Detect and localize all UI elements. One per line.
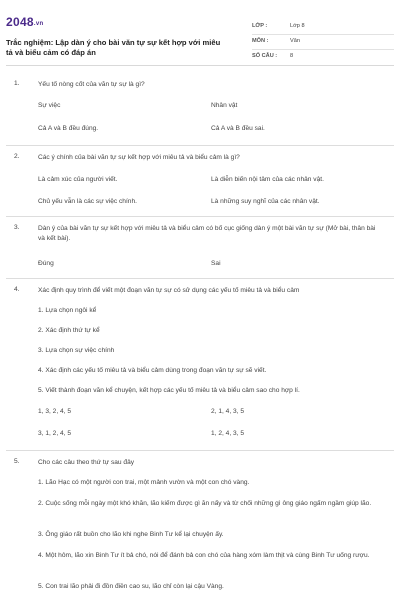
page-title: Trắc nghiệm: Lập dàn ý cho bài văn tự sự kết hợp với miêu tả và biểu cảm có đáp án [6, 38, 221, 57]
step-item: 1. Lựa chọn ngôi kể [38, 307, 97, 314]
answer-option-d[interactable]: 1, 2, 4, 3, 5 [211, 430, 244, 437]
question-divider [6, 145, 394, 146]
answer-option-c[interactable]: Chủ yếu vẫn là các sự việc chính. [38, 198, 137, 205]
question-text: Cho các câu theo thứ tự sau đây [38, 459, 135, 466]
question-text: Yếu tố nòng cốt của văn tự sự là gì? [38, 81, 145, 88]
question-header [6, 458, 394, 470]
question-header [6, 80, 394, 92]
question-number: 1. [14, 80, 20, 87]
answer-option-b[interactable]: Sai [211, 260, 221, 267]
meta-label: LỚP : [252, 23, 268, 29]
question-text: Xác định quy trình để viết một đoạn văn tự sự có sử dụng các yếu tố miêu tả và biểu cảm [38, 287, 300, 294]
meta-row-subject [252, 35, 394, 50]
meta-table [252, 20, 394, 65]
question-text: Các ý chính của bài văn tự sự kết hợp với miêu tả và biểu cảm là gì? [38, 154, 240, 161]
meta-row-count [252, 50, 394, 65]
meta-label: SỐ CÂU : [252, 53, 278, 59]
site-logo[interactable] [6, 15, 43, 29]
logo-suffix: .vn [33, 21, 44, 27]
question-text: Dàn ý của bài văn tự sự kết hợp với miêu tả và biểu cảm có bố cục giống dàn ý một bài văn tự sự (Mở bài, thân bài và kết bài). [38, 225, 376, 242]
question-header [6, 224, 394, 242]
sentence-item: 3. Ông giáo rất buồn cho lão khi nghe Binh Tư kể lại chuyện ấy. [38, 531, 224, 538]
answer-option-a[interactable]: Đúng [38, 260, 54, 267]
answer-option-d[interactable]: Là những suy nghĩ của các nhân vật. [211, 198, 320, 205]
meta-row-class [252, 20, 394, 35]
question-4 [6, 286, 394, 437]
sentence-item: 5. Con trai lão phải đi đồn điền cao su, lão chỉ còn lại cậu Vàng. [38, 583, 224, 590]
answer-option-a[interactable]: Là cảm xúc của người viết. [38, 176, 118, 183]
question-2 [6, 153, 394, 205]
answer-option-b[interactable]: 2, 1, 4, 3, 5 [211, 408, 244, 415]
answer-option-c[interactable]: 3, 1, 2, 4, 5 [38, 430, 71, 437]
question-number: 4. [14, 286, 20, 293]
question-number: 3. [14, 224, 20, 231]
meta-label: MÔN : [252, 38, 269, 44]
meta-value: Văn [290, 38, 300, 44]
step-item: 3. Lựa chọn sự việc chính [38, 347, 115, 354]
answer-option-b[interactable]: Là diễn biến nội tâm của các nhân vật. [211, 176, 324, 183]
sentence-item: 4. Một hôm, lão xin Binh Tư ít bả chó, nói để đánh bả con chó của hàng xóm làm thịt và cùng Binh Tư uống rượu. [38, 552, 370, 559]
question-header [6, 286, 394, 298]
meta-value: 8 [290, 53, 294, 59]
answer-option-a[interactable]: 1, 3, 2, 4, 5 [38, 408, 71, 415]
question-divider [6, 450, 394, 451]
answer-option-d[interactable]: Cả A và B đều sai. [211, 125, 265, 132]
answer-option-a[interactable]: Sự việc [38, 102, 61, 109]
sentence-item: 2. Cuộc sống mỗi ngày một khó khăn, lão kiếm được gì ăn nấy và từ chối những gì ông giáo ngấm ngầm giúp lão. [38, 500, 372, 507]
document-header [6, 8, 394, 66]
question-number: 2. [14, 153, 20, 160]
answer-option-c[interactable]: Cả A và B đều đúng. [38, 125, 99, 132]
question-3 [6, 224, 394, 267]
step-item: 4. Xác định các yếu tố miêu tả và biểu cảm dùng trong đoạn văn tự sự sẽ viết. [38, 367, 267, 374]
question-divider [6, 278, 394, 279]
step-item: 5. Viết thành đoạn văn kể chuyện, kết hợp các yếu tố miêu tả và biểu cảm sao cho hợp lí. [38, 387, 300, 394]
question-5 [6, 458, 394, 590]
step-item: 2. Xác định thứ tự kể [38, 327, 100, 334]
question-1 [6, 80, 394, 132]
question-number: 5. [14, 458, 20, 465]
answer-option-b[interactable]: Nhân vật [211, 102, 238, 109]
question-header [6, 153, 394, 165]
meta-value: Lớp 8 [290, 23, 305, 29]
logo-text: 2048 [6, 15, 34, 29]
sentence-item: 1. Lão Hạc có một người con trai, một mảnh vườn và một con chó vàng. [38, 479, 250, 486]
question-divider [6, 216, 394, 217]
